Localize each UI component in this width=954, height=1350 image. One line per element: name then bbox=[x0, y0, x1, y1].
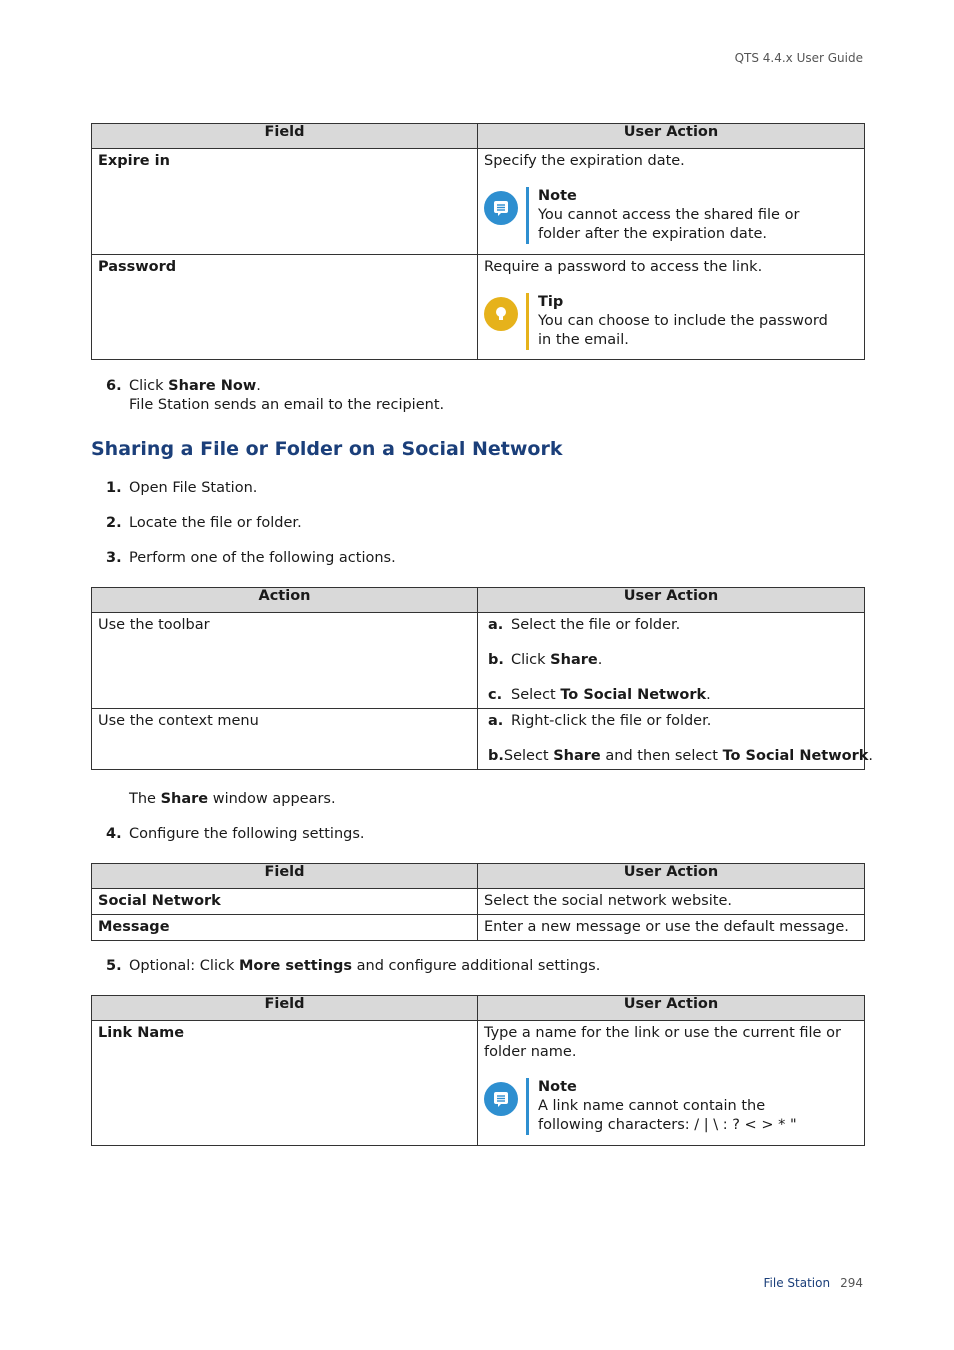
step-3 bbox=[106, 549, 396, 568]
column-header-field: Field bbox=[92, 124, 478, 149]
callout-title: Note bbox=[538, 188, 577, 204]
step-number: 2. bbox=[106, 515, 122, 531]
callout-text: You cannot access the shared file or bbox=[538, 207, 800, 223]
step-text: Perform one of the following actions. bbox=[129, 550, 396, 566]
list-item: b. Select Share and then select To Social Network. bbox=[488, 748, 873, 764]
column-header-action: Action bbox=[92, 588, 478, 613]
note-callout bbox=[484, 187, 858, 244]
share-window-note: The Share window appears. bbox=[129, 791, 336, 807]
page-footer bbox=[764, 1276, 863, 1290]
user-action-text: Specify the expiration date. bbox=[484, 153, 685, 169]
column-header-user-action: User Action bbox=[478, 124, 865, 149]
page-header: QTS 4.4.x User Guide bbox=[734, 51, 863, 65]
step-text: Open File Station. bbox=[129, 480, 258, 496]
list-item: b. Click Share. bbox=[488, 652, 603, 668]
step-number: 3. bbox=[106, 550, 122, 566]
column-header-user-action: User Action bbox=[478, 864, 865, 889]
callout-text: You can choose to include the password bbox=[538, 313, 828, 329]
more-settings-table bbox=[91, 995, 865, 1146]
expire-password-table bbox=[91, 123, 865, 360]
column-header-field: Field bbox=[92, 996, 478, 1021]
user-action-text: Type a name for the link or use the current file or bbox=[484, 1025, 841, 1041]
user-action-text: Enter a new message or use the default message. bbox=[484, 919, 849, 935]
tip-callout bbox=[484, 293, 858, 350]
list-item: a. Right-click the file or folder. bbox=[488, 713, 712, 729]
table-row bbox=[92, 709, 865, 770]
step-2 bbox=[106, 514, 302, 533]
step-result: File Station sends an email to the recipient. bbox=[129, 397, 445, 413]
step-number: 4. bbox=[106, 826, 122, 842]
field-name: Password bbox=[98, 259, 177, 275]
table-row bbox=[92, 889, 865, 915]
social-settings-table bbox=[91, 863, 865, 941]
callout-text: in the email. bbox=[538, 332, 629, 348]
user-action-text: folder name. bbox=[484, 1044, 577, 1060]
callout-title: Note bbox=[538, 1079, 577, 1095]
page-number: 294 bbox=[840, 1276, 863, 1290]
field-name: Expire in bbox=[98, 153, 170, 169]
list-item: c. Select To Social Network. bbox=[488, 687, 711, 703]
callout-text: following characters: / | \ : ? < > * " bbox=[538, 1117, 797, 1133]
column-header-user-action: User Action bbox=[478, 588, 865, 613]
note-callout bbox=[484, 1078, 858, 1135]
section-title: Sharing a File or Folder on a Social Network bbox=[91, 438, 563, 460]
step-4 bbox=[106, 825, 365, 844]
field-name: Social Network bbox=[98, 893, 221, 909]
callout-title: Tip bbox=[538, 294, 564, 310]
table-row bbox=[92, 255, 865, 360]
step-6 bbox=[106, 377, 444, 415]
step-text: Locate the file or folder. bbox=[129, 515, 302, 531]
step-number: 1. bbox=[106, 480, 122, 496]
user-action-text: Require a password to access the link. bbox=[484, 259, 763, 275]
action-name: Use the toolbar bbox=[98, 617, 210, 633]
table-row bbox=[92, 915, 865, 941]
action-name: Use the context menu bbox=[98, 713, 259, 729]
user-action-text: Select the social network website. bbox=[484, 893, 732, 909]
note-icon bbox=[484, 1082, 518, 1116]
field-name: Message bbox=[98, 919, 170, 935]
step-5: 5. Optional: Click More settings and configure additional settings. bbox=[106, 958, 601, 974]
step-number: 5. bbox=[106, 958, 122, 974]
step-number: 6. bbox=[106, 378, 122, 394]
step-text: . bbox=[256, 378, 261, 394]
step-bold: Share Now bbox=[168, 378, 257, 394]
table-row bbox=[92, 149, 865, 255]
footer-section[interactable]: File Station bbox=[763, 1276, 831, 1290]
column-header-field: Field bbox=[92, 864, 478, 889]
column-header-user-action: User Action bbox=[478, 996, 865, 1021]
lightbulb-icon bbox=[484, 297, 518, 331]
callout-text: A link name cannot contain the bbox=[538, 1098, 766, 1114]
field-name: Link Name bbox=[98, 1025, 185, 1041]
actions-table bbox=[91, 587, 873, 770]
callout-text: folder after the expiration date. bbox=[538, 226, 768, 242]
list-item: a. Select the file or folder. bbox=[488, 617, 681, 633]
step-text: Click bbox=[129, 378, 169, 394]
table-row bbox=[92, 1021, 865, 1146]
note-icon bbox=[484, 191, 518, 225]
step-text: Configure the following settings. bbox=[129, 826, 365, 842]
step-1 bbox=[106, 479, 257, 498]
table-row bbox=[92, 613, 865, 709]
